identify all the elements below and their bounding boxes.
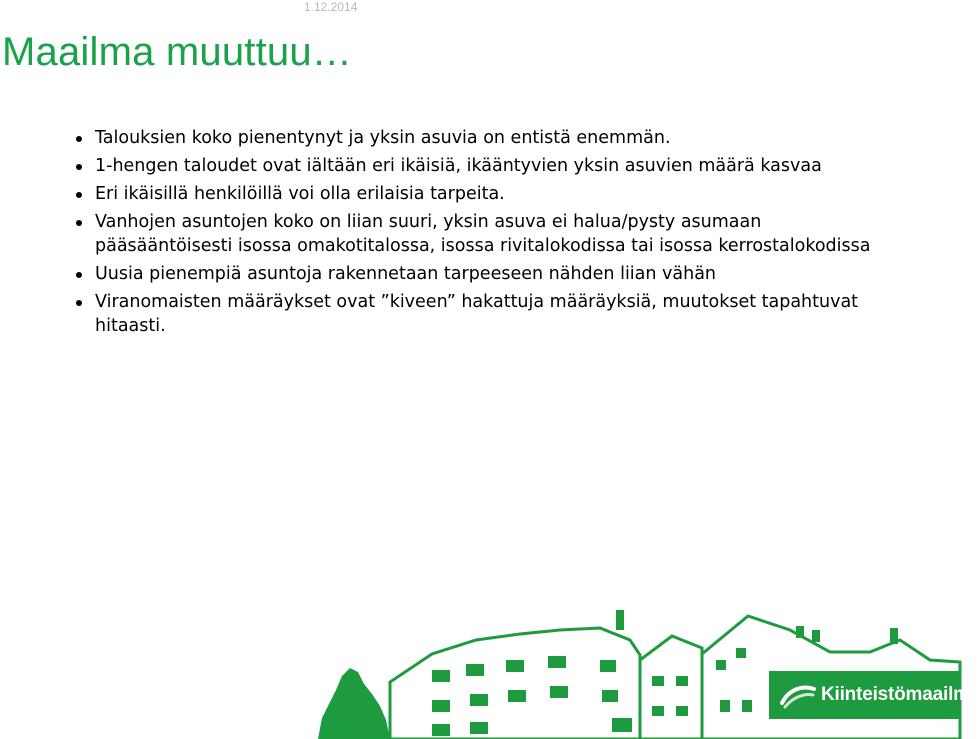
slide-title: Maailma muuttuu… (2, 30, 352, 74)
bullet-text: Talouksien koko pienentynyt ja yksin asuvia on entistä enemmän. (95, 128, 671, 148)
house-swoosh-icon (779, 679, 817, 711)
bullet-text: Uusia pienempiä asuntoja rakennetaan tarpeeseen nähden liian vähän (95, 264, 717, 284)
logo-text: Kiinteistömaailma (821, 684, 980, 705)
bullet-text: 1-hengen taloudet ovat iältään eri ikäisiä, ikääntyvien yksin asuvien määrä kasvaa (95, 156, 822, 176)
bullet-text: Eri ikäisillä henkilöillä voi olla erilaisia tarpeita. (95, 184, 505, 204)
bullet-text: Viranomaisten määräykset ovat ”kiveen” hakattuja määräyksiä, muutokset tapahtuvat hitaasti. (95, 292, 859, 336)
bullet-text: Vanhojen asuntojen koko on liian suuri, yksin asuva ei halua/pysty asumaan pääsääntöisesti isossa omakotitalossa, isossa rivitalokodissa tai isossa kerrostalokodissa (95, 212, 871, 256)
slide-date: 1.12.2014 (304, 0, 358, 14)
kiinteistomaailma-logo (769, 671, 980, 719)
